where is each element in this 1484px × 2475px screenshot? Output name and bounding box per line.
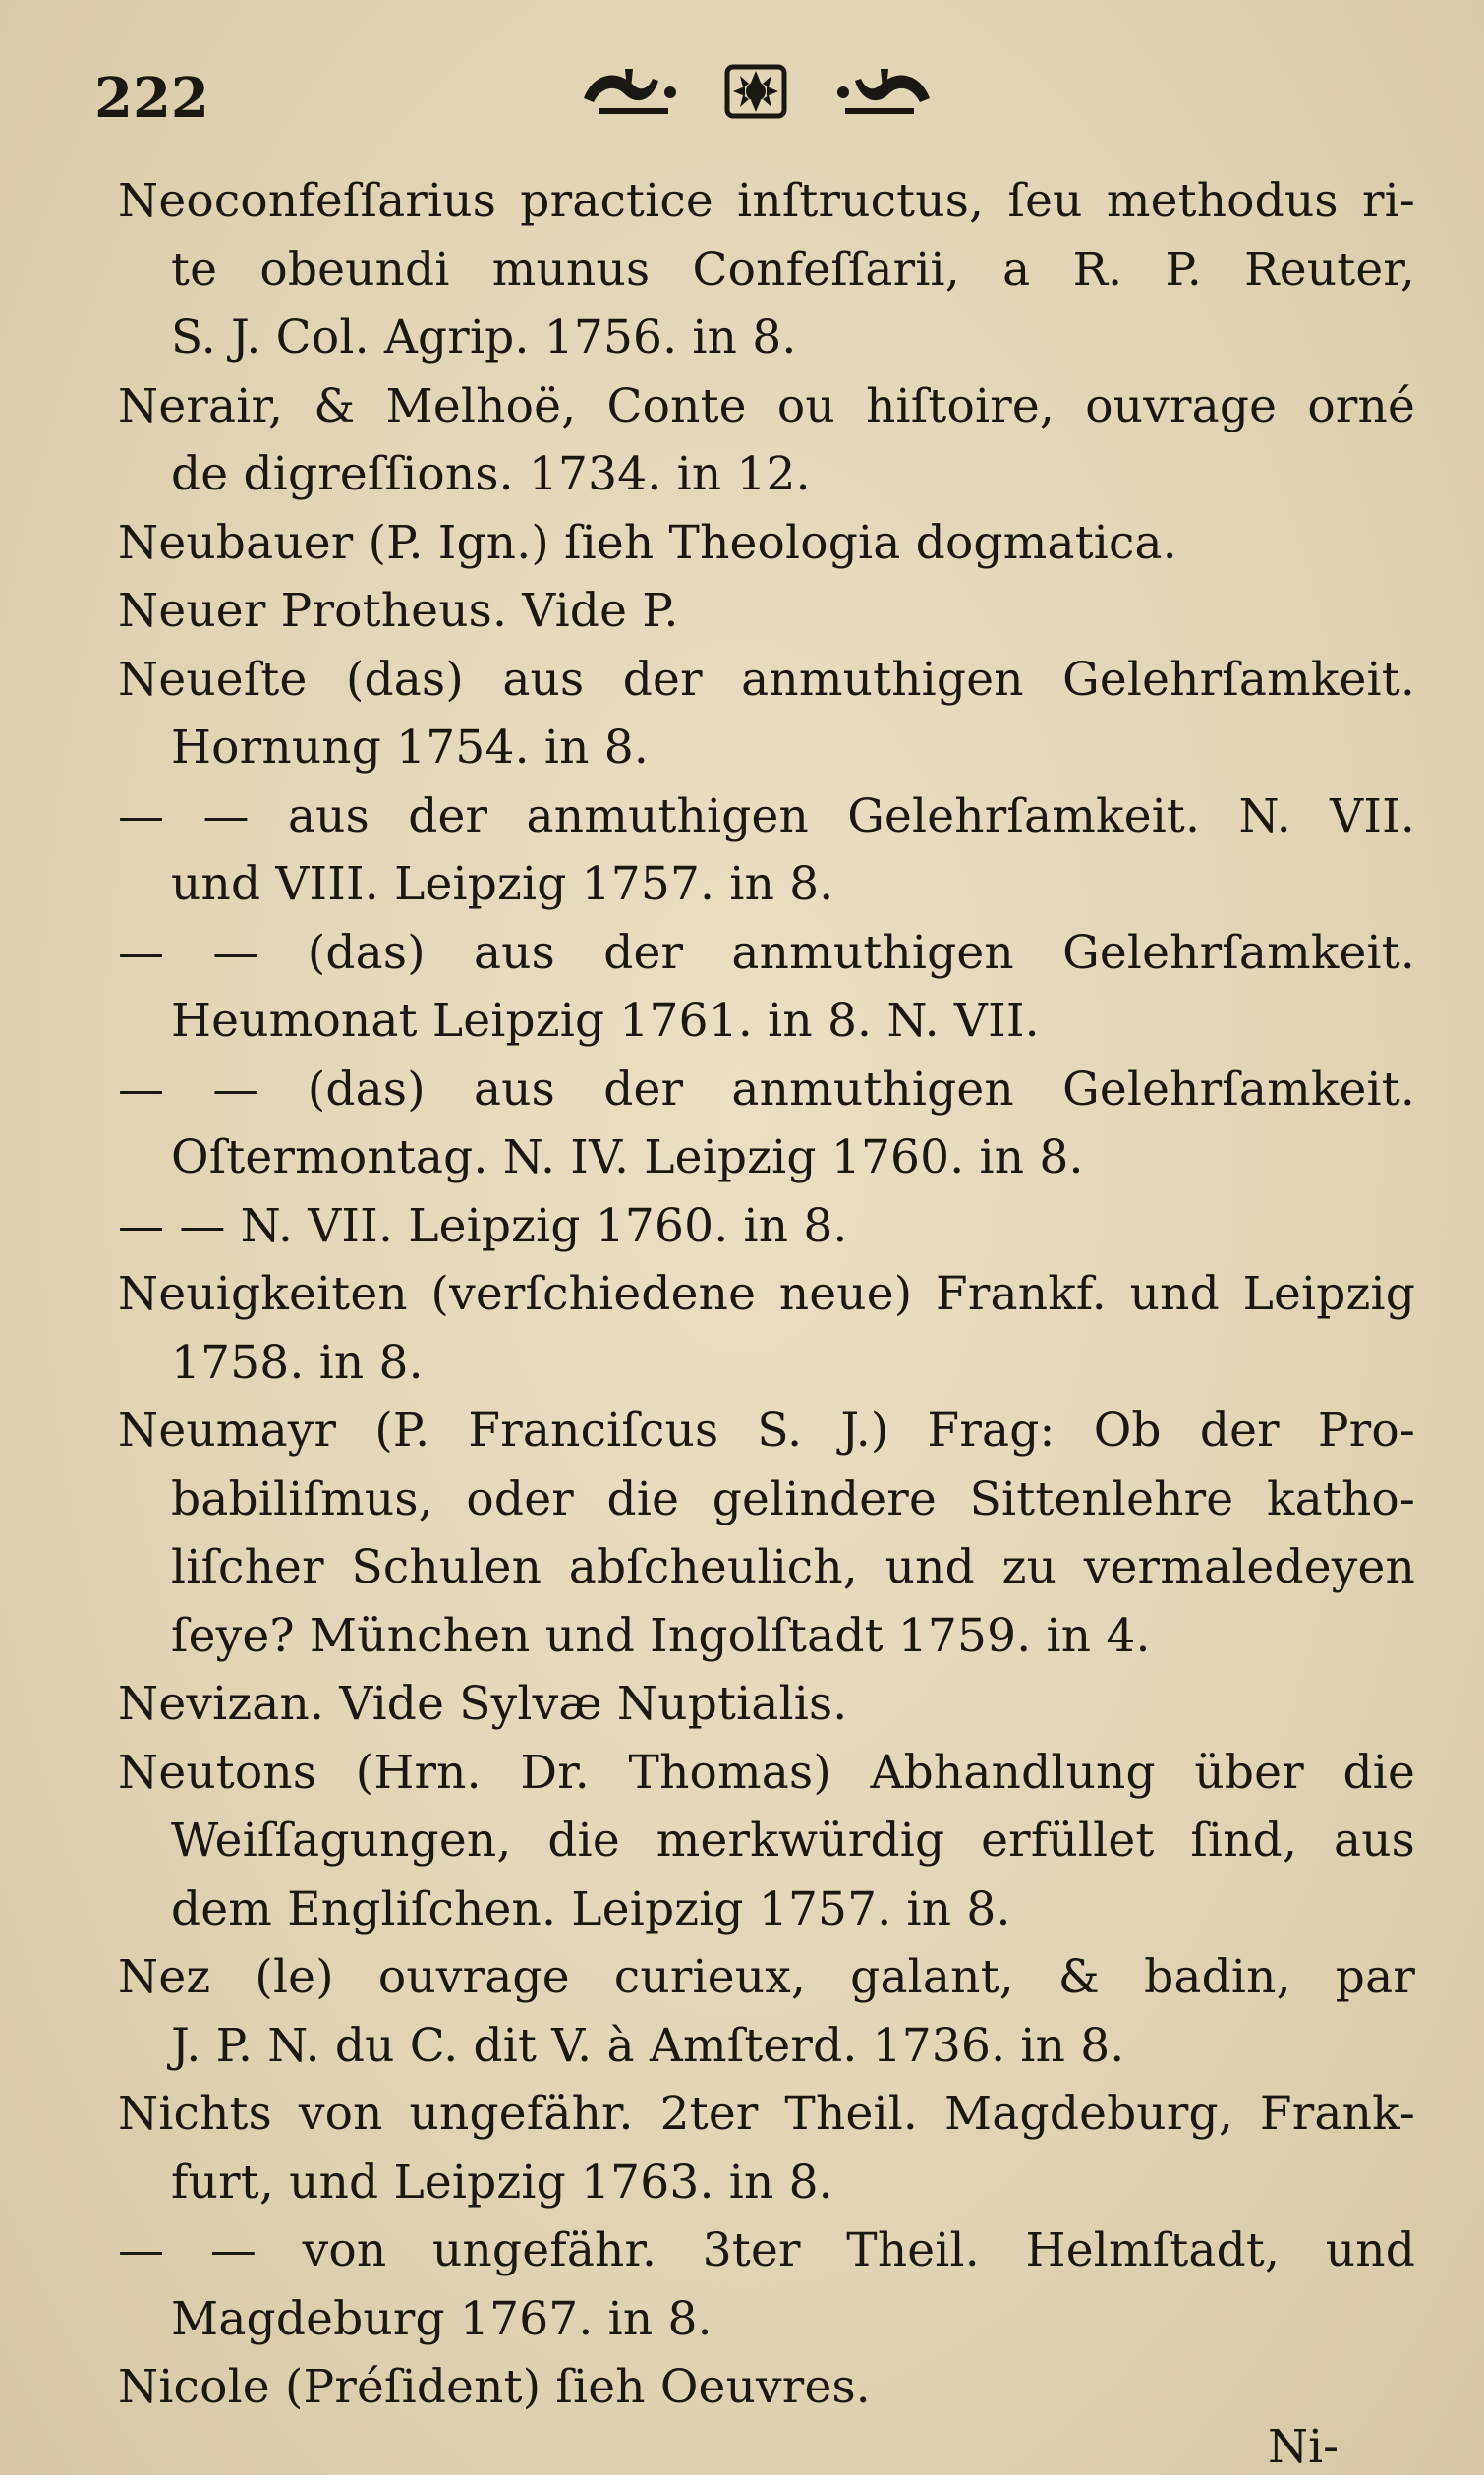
entry-line: — — aus der anmuthigen Gelehrſamkeit. N. VII. <box>118 788 1415 843</box>
entry-line: Nichts von ungefähr. 2ter Theil. Magdeburg, Frank- <box>118 2087 1415 2141</box>
entry-line: 1758. in 8. <box>171 1335 424 1390</box>
entry-line: Nicole (Préſident) ſieh Oeuvres. <box>118 2360 871 2414</box>
entry-line: J. P. N. du C. dit V. à Amſterd. 1736. in 8. <box>171 2018 1125 2073</box>
entry-line: furt, und Leipzig 1763. in 8. <box>171 2155 833 2210</box>
entry-line: ſeye? München und Ingolſtadt 1759. in 4. <box>171 1608 1151 1663</box>
entry-line: S. J. Col. Agrip. 1756. in 8. <box>171 311 797 365</box>
entry-line: Nerair, & Melhoë, Conte ou hiſtoire, ouvrage orné <box>118 378 1415 433</box>
entry-line: — — (das) aus der anmuthigen Gelehrſamkeit. <box>118 925 1415 980</box>
entry-line: und VIII. Leipzig 1757. in 8. <box>171 857 834 911</box>
entry-line: — — N. VII. Leipzig 1760. in 8. <box>118 1198 848 1253</box>
entry-line: liſcher Schulen abſcheulich, und zu vermaledeyen <box>171 1540 1415 1594</box>
entry-line: Neutons (Hrn. Dr. Thomas) Abhandlung über die <box>118 1745 1415 1800</box>
entry-line: Neoconfeſſarius practice inſtructus, ſeu methodus ri- <box>118 174 1415 228</box>
entry-line: Nevizan. Vide Sylvæ Nuptialis. <box>118 1677 848 1731</box>
entry-line: Neuigkeiten (verſchiedene neue) Frankf. und Leipzig <box>118 1267 1415 1321</box>
entry-line: Neuer Protheus. Vide P. <box>118 584 679 638</box>
entry-line: Heumonat Leipzig 1761. in 8. N. VII. <box>171 994 1040 1048</box>
printer-ornament-icon <box>580 59 934 124</box>
entry-line: Neubauer (P. Ign.) ſieh Theologia dogmatica. <box>118 515 1177 570</box>
entry-line: Neueſte (das) aus der anmuthigen Gelehrſamkeit. <box>118 652 1415 707</box>
entry-line: Magdeburg 1767. in 8. <box>171 2291 713 2346</box>
entry-line: dem Engliſchen. Leipzig 1757. in 8. <box>171 1881 1011 1936</box>
entry-line: Oſtermontag. N. IV. Leipzig 1760. in 8. <box>171 1130 1084 1184</box>
entry-line: Nez (le) ouvrage curieux, galant, & badin, par <box>118 1950 1415 2004</box>
page-header <box>0 47 1484 136</box>
entry-line: Weiſſagungen, die merkwürdig erfüllet ſind, aus <box>171 1813 1415 1868</box>
entry-line: de digreſſions. 1734. in 12. <box>171 447 811 501</box>
page-number: 222 <box>94 66 209 131</box>
catchword: Ni- <box>1268 2420 1340 2474</box>
entry-line: Neumayr (P. Franciſcus S. J.) Frag: Ob der Pro- <box>118 1404 1415 1458</box>
entry-line: babiliſmus, oder die gelindere Sittenlehre katho- <box>171 1471 1415 1526</box>
entry-line: — — von ungefähr. 3ter Theil. Helmſtadt, und <box>118 2223 1415 2277</box>
entry-line: te obeundi munus Confeſſarii, a R. P. Reuter, <box>171 242 1415 297</box>
entry-line: — — (das) aus der anmuthigen Gelehrſamkeit. <box>118 1062 1415 1117</box>
entry-line: Hornung 1754. in 8. <box>171 720 649 775</box>
index-entries <box>118 167 1415 2422</box>
